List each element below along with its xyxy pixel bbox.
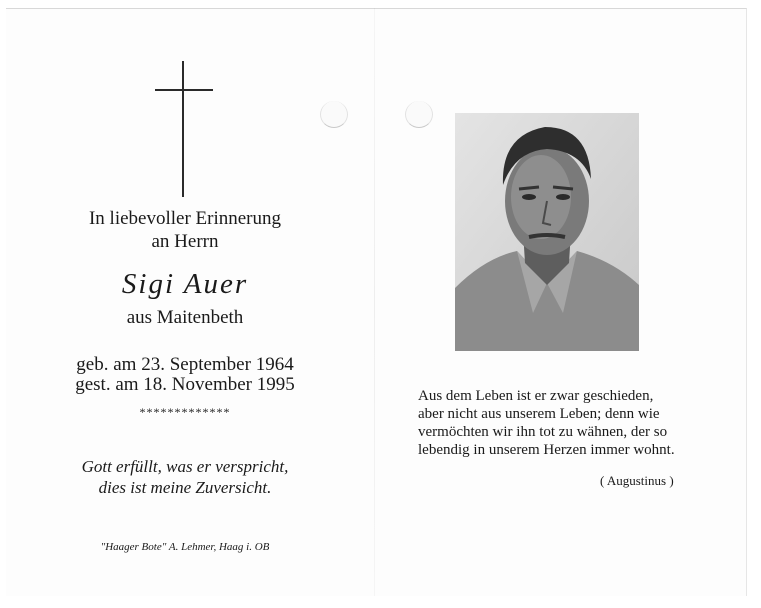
dedication-line-2: an Herrn: [151, 231, 219, 252]
deceased-name: Sigi Auer: [121, 268, 249, 300]
quote-line: vermöchten wir ihn tot zu wähnen, der so: [418, 424, 668, 440]
portrait-photo: [455, 113, 639, 351]
death-date: gest. am 18. November 1995: [75, 374, 295, 395]
quote-line: aber nicht aus unserem Leben; denn wie: [418, 406, 660, 422]
cross-vertical: [182, 61, 184, 197]
separator: *************: [139, 405, 231, 419]
dedication-line-1: In liebevoller Erinnerung: [88, 208, 282, 229]
quote-block: [418, 387, 728, 459]
birth-date: geb. am 23. September 1964: [76, 354, 294, 375]
punch-hole: [405, 101, 433, 128]
quote-line: lebendig in unserem Herzen immer wohnt.: [418, 442, 675, 458]
quote-line: Aus dem Leben ist er zwar geschieden,: [418, 388, 654, 404]
quote-attribution: ( Augustinus ): [600, 473, 674, 488]
printer-credit: "Haager Bote" A. Lehmer, Haag i. OB: [100, 541, 270, 553]
motto-line-2: dies ist meine Zuversicht.: [98, 478, 272, 497]
cross-horizontal: [155, 89, 213, 91]
origin: aus Maitenbeth: [126, 307, 244, 328]
portrait-image: [455, 113, 639, 351]
motto-line-1: Gott erfüllt, was er verspricht,: [81, 457, 289, 476]
fold-line: [374, 8, 375, 596]
punch-hole: [320, 101, 348, 128]
